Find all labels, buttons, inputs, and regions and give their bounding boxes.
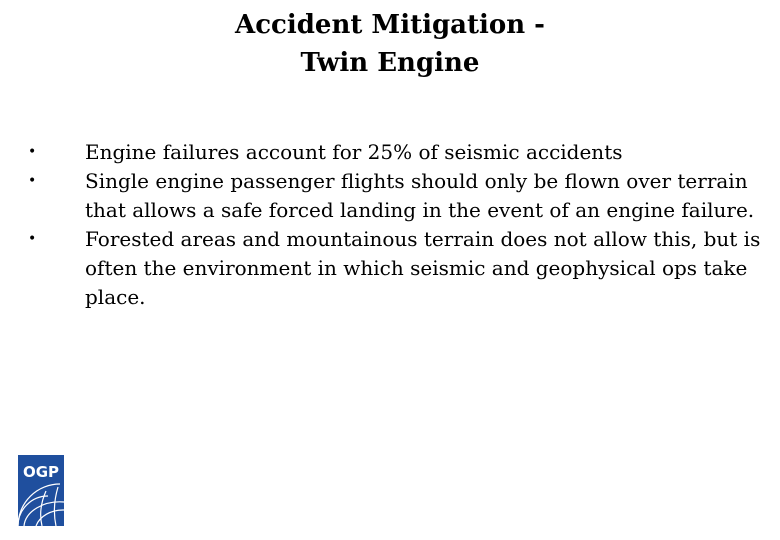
bullet-item — [28, 138, 763, 167]
title-line-2: Twin Engine — [300, 48, 480, 78]
bullet-icon: • — [28, 231, 37, 247]
ogp-logo — [18, 455, 64, 526]
bullet-item — [28, 225, 763, 312]
bullet-list — [28, 138, 763, 312]
bullet-item — [28, 167, 763, 225]
title-line-1: Accident Mitigation - — [235, 10, 545, 40]
bullet-text: Engine failures account for 25% of seismic accidents — [85, 140, 623, 164]
logo-text: OGP — [22, 463, 60, 481]
slide-title — [0, 6, 780, 82]
bullet-text: Single engine passenger flights should only be flown over terrain that allows a safe forced landing in the event of an engine failure. — [85, 169, 755, 222]
bullet-text: Forested areas and mountainous terrain does not allow this, but is often the environment in which seismic and geophysical ops take place. — [85, 227, 761, 309]
bullet-icon: • — [28, 173, 37, 189]
bullet-icon: • — [28, 144, 37, 160]
